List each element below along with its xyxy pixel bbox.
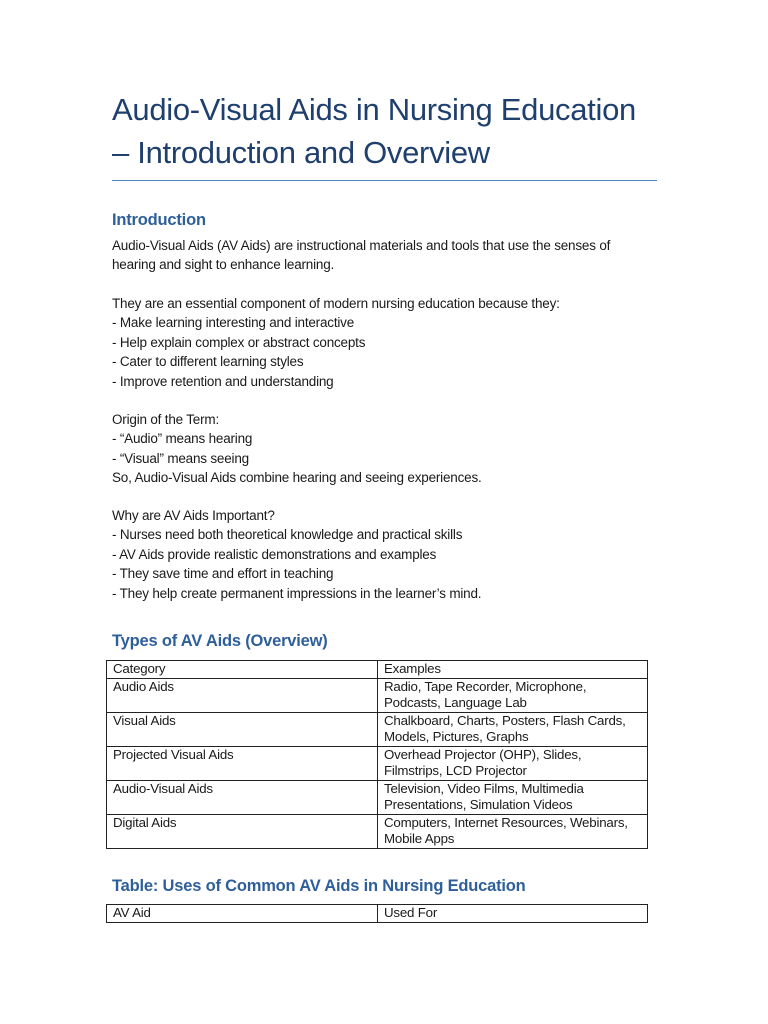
category-cell: Visual Aids — [107, 712, 378, 746]
definition-line-1: Audio-Visual Aids (AV Aids) are instructional materials and tools that use the senses of — [112, 238, 611, 253]
table-header-cell: Used For — [378, 905, 648, 923]
definition-line-2: hearing and sight to enhance learning. — [112, 257, 335, 273]
table-header-row — [107, 661, 648, 679]
examples-line: Radio, Tape Recorder, Microphone, — [384, 678, 587, 694]
importance-point: - They save time and effort in teaching — [112, 566, 334, 582]
examples-line: Overhead Projector (OHP), Slides, — [384, 746, 582, 762]
origin-point: - “Visual” means seeing — [112, 450, 249, 466]
types-table — [106, 660, 648, 849]
essential-intro: They are an essential component of modern nursing education because they: — [112, 296, 560, 311]
origin-paragraph — [112, 410, 482, 488]
category-cell: Digital Aids — [107, 814, 378, 848]
examples-line: Mobile Apps — [384, 831, 455, 846]
origin-point: - “Audio” means hearing — [112, 431, 253, 447]
introduction-heading: Introduction — [112, 211, 206, 229]
importance-paragraph — [112, 506, 481, 603]
category-cell: Audio Aids — [107, 678, 378, 712]
essential-point: - Improve retention and understanding — [112, 373, 334, 389]
title-line-1: Audio-Visual Aids in Nursing Education — [112, 92, 636, 127]
table-header-cell: AV Aid — [107, 905, 378, 923]
title-line-2: – Introduction and Overview — [112, 135, 490, 170]
category-cell: Audio-Visual Aids — [107, 780, 378, 814]
document-title — [112, 88, 657, 174]
table-row — [107, 712, 648, 746]
table-row — [107, 780, 648, 814]
essential-paragraph — [112, 294, 560, 391]
importance-point: - AV Aids provide realistic demonstrations and examples — [112, 546, 437, 562]
uses-heading: Table: Uses of Common AV Aids in Nursing Education — [112, 877, 526, 895]
examples-cell — [378, 780, 648, 814]
examples-cell — [378, 814, 648, 848]
importance-point: - They help create permanent impressions in the learner’s mind. — [112, 585, 482, 601]
essential-point: - Cater to different learning styles — [112, 354, 304, 370]
table-header-cell: Examples — [378, 661, 648, 679]
examples-line: Presentations, Simulation Videos — [384, 797, 573, 812]
table-row — [107, 678, 648, 712]
examples-line: Filmstrips, LCD Projector — [384, 763, 527, 778]
examples-line: Computers, Internet Resources, Webinars, — [384, 814, 628, 830]
origin-heading: Origin of the Term: — [112, 412, 219, 427]
title-divider — [112, 180, 657, 181]
table-row — [107, 746, 648, 780]
importance-heading: Why are AV Aids Important? — [112, 508, 275, 523]
definition-paragraph — [112, 236, 610, 275]
category-cell: Projected Visual Aids — [107, 746, 378, 780]
examples-line: Television, Video Films, Multimedia — [384, 780, 584, 796]
table-header-row — [107, 905, 648, 923]
examples-line: Models, Pictures, Graphs — [384, 729, 529, 744]
essential-point: - Help explain complex or abstract concepts — [112, 334, 366, 350]
examples-line: Chalkboard, Charts, Posters, Flash Cards, — [384, 712, 626, 728]
table-header-cell: Category — [107, 661, 378, 679]
types-heading: Types of AV Aids (Overview) — [112, 632, 328, 650]
examples-cell — [378, 678, 648, 712]
origin-summary: So, Audio-Visual Aids combine hearing and seeing experiences. — [112, 470, 482, 486]
examples-cell — [378, 746, 648, 780]
essential-point: - Make learning interesting and interactive — [112, 315, 355, 331]
importance-point: - Nurses need both theoretical knowledge and practical skills — [112, 527, 463, 543]
table-row — [107, 814, 648, 848]
examples-line: Podcasts, Language Lab — [384, 695, 527, 710]
examples-cell — [378, 712, 648, 746]
uses-table — [106, 904, 648, 923]
